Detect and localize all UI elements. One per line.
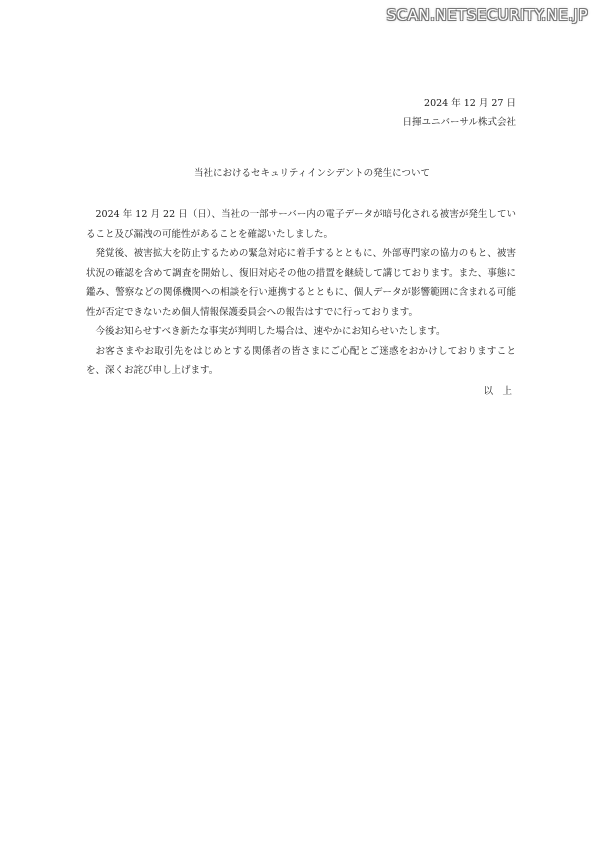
paragraph-apology: お客さまやお取引先をはじめとする関係者の皆さまにご心配とご迷惑をおかけしておりますことを、深くお詫び申し上げます。: [86, 345, 516, 376]
document-title: 当社におけるセキュリティインシデントの発生について: [194, 168, 430, 179]
closing-mark: 以 上: [483, 385, 512, 397]
company-name: 日揮ユニバーサル株式会社: [402, 117, 516, 128]
document-body: [86, 205, 516, 381]
paragraph-incident: 2024 年 12 月 22 日（日）、当社の一部サーバー内の電子データが暗号化される被害が発生していること及び漏洩の可能性があることを確認いたしました。: [86, 209, 516, 240]
document-date: 2024 年 12 月 27 日: [424, 98, 516, 109]
site-watermark: SCAN.NETSECURITY.NE.JP: [386, 6, 588, 24]
paragraph-updates: 今後お知らせすべき新たな事実が判明した場合は、速やかにお知らせいたします。: [95, 326, 446, 337]
paragraph-response: 発覚後、被害拡大を防止するための緊急対応に着手するとともに、外部専門家の協力のもと、被害状況の確認を含めて調査を開始し、復旧対応その他の措置を継続して講じております。また、事態に鑑み、警察などの関係機関への相談を行い連携するとともに、個人データが影響範囲に含まれる可能性が否定できないため個人情報保護委員会への報告はすでに行っております。: [86, 248, 516, 318]
notice-document: [86, 95, 516, 397]
